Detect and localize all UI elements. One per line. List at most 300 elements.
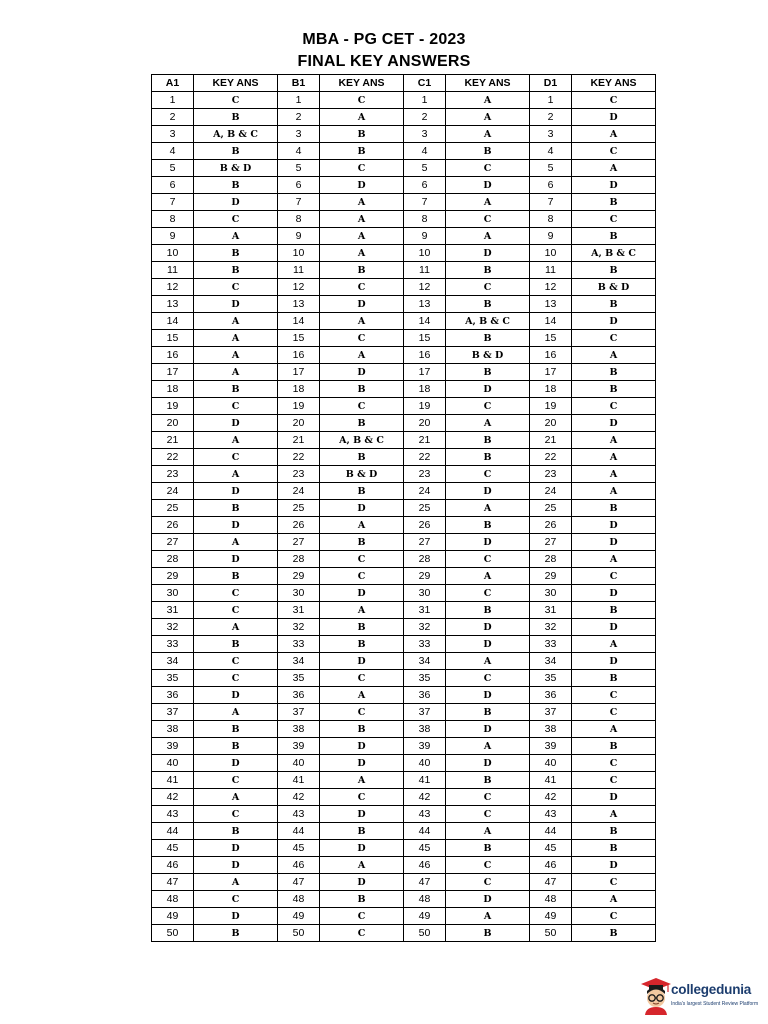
key-answer-c1: D	[446, 483, 530, 500]
key-answer-a1: D	[194, 296, 278, 313]
question-number-c1: 11	[404, 262, 446, 279]
key-answer-c1: B	[446, 517, 530, 534]
key-answer-d1: B	[572, 194, 656, 211]
question-number-c1: 24	[404, 483, 446, 500]
question-number-c1: 9	[404, 228, 446, 245]
question-number-c1: 25	[404, 500, 446, 517]
key-answer-b1: C	[320, 568, 404, 585]
table-row	[152, 449, 656, 466]
question-number-b1: 48	[278, 891, 320, 908]
table-row	[152, 636, 656, 653]
question-number-d1: 9	[530, 228, 572, 245]
question-number-b1: 25	[278, 500, 320, 517]
question-number-c1: 43	[404, 806, 446, 823]
question-number-d1: 3	[530, 126, 572, 143]
question-number-c1: 8	[404, 211, 446, 228]
key-answer-d1: C	[572, 687, 656, 704]
key-answer-d1: A	[572, 347, 656, 364]
key-answer-b1: C	[320, 92, 404, 109]
question-number-a1: 12	[152, 279, 194, 296]
key-answer-a1: B	[194, 262, 278, 279]
key-answer-c1: A, B & C	[446, 313, 530, 330]
key-answer-a1: B	[194, 823, 278, 840]
key-answer-b1: D	[320, 500, 404, 517]
question-number-b1: 23	[278, 466, 320, 483]
key-answer-b1: A	[320, 228, 404, 245]
key-answer-a1: A	[194, 874, 278, 891]
key-answer-a1: B	[194, 925, 278, 942]
question-number-b1: 15	[278, 330, 320, 347]
question-number-d1: 33	[530, 636, 572, 653]
key-answer-c1: D	[446, 177, 530, 194]
question-number-d1: 37	[530, 704, 572, 721]
key-answer-b1: A	[320, 602, 404, 619]
key-answer-b1: C	[320, 704, 404, 721]
key-answer-b1: A	[320, 109, 404, 126]
key-answer-b1: B	[320, 262, 404, 279]
question-number-c1: 38	[404, 721, 446, 738]
key-answer-a1: D	[194, 517, 278, 534]
table-row	[152, 245, 656, 262]
key-answer-d1: A	[572, 636, 656, 653]
question-number-c1: 29	[404, 568, 446, 585]
question-number-a1: 25	[152, 500, 194, 517]
question-number-b1: 27	[278, 534, 320, 551]
key-answer-a1: A	[194, 704, 278, 721]
question-number-d1: 38	[530, 721, 572, 738]
question-number-b1: 18	[278, 381, 320, 398]
table-row	[152, 398, 656, 415]
key-answer-d1: A	[572, 432, 656, 449]
question-number-d1: 31	[530, 602, 572, 619]
table-row	[152, 534, 656, 551]
key-answer-d1: A	[572, 551, 656, 568]
key-answer-b1: B & D	[320, 466, 404, 483]
key-answer-b1: A, B & C	[320, 432, 404, 449]
key-answer-c1: B	[446, 364, 530, 381]
key-answer-b1: B	[320, 891, 404, 908]
question-number-d1: 49	[530, 908, 572, 925]
table-row	[152, 925, 656, 942]
question-number-d1: 5	[530, 160, 572, 177]
question-number-a1: 35	[152, 670, 194, 687]
key-answer-a1: B	[194, 143, 278, 160]
question-number-c1: 12	[404, 279, 446, 296]
column-header-key-ans: KEY ANS	[194, 75, 278, 92]
key-answer-a1: D	[194, 840, 278, 857]
question-number-c1: 20	[404, 415, 446, 432]
question-number-a1: 16	[152, 347, 194, 364]
question-number-d1: 1	[530, 92, 572, 109]
table-row	[152, 211, 656, 228]
key-answer-b1: A	[320, 313, 404, 330]
question-number-c1: 45	[404, 840, 446, 857]
question-number-c1: 22	[404, 449, 446, 466]
question-number-a1: 9	[152, 228, 194, 245]
question-number-b1: 12	[278, 279, 320, 296]
key-answer-d1: B	[572, 381, 656, 398]
question-number-c1: 3	[404, 126, 446, 143]
key-answer-b1: C	[320, 330, 404, 347]
key-answer-c1: D	[446, 636, 530, 653]
table-row	[152, 755, 656, 772]
question-number-d1: 39	[530, 738, 572, 755]
document-subtitle: FINAL KEY ANSWERS	[297, 53, 471, 70]
table-row	[152, 789, 656, 806]
question-number-c1: 21	[404, 432, 446, 449]
table-row	[152, 109, 656, 126]
question-number-a1: 13	[152, 296, 194, 313]
key-answer-a1: A	[194, 228, 278, 245]
key-answer-d1: A	[572, 449, 656, 466]
question-number-d1: 32	[530, 619, 572, 636]
question-number-a1: 18	[152, 381, 194, 398]
question-number-c1: 44	[404, 823, 446, 840]
key-answer-c1: C	[446, 551, 530, 568]
key-answer-d1: B	[572, 840, 656, 857]
question-number-c1: 46	[404, 857, 446, 874]
question-number-a1: 46	[152, 857, 194, 874]
table-row	[152, 891, 656, 908]
key-answer-a1: D	[194, 415, 278, 432]
table-row	[152, 347, 656, 364]
question-number-a1: 49	[152, 908, 194, 925]
question-number-c1: 16	[404, 347, 446, 364]
question-number-b1: 26	[278, 517, 320, 534]
collegedunia-brand	[640, 975, 762, 1019]
question-number-b1: 34	[278, 653, 320, 670]
question-number-a1: 6	[152, 177, 194, 194]
question-number-b1: 10	[278, 245, 320, 262]
question-number-a1: 10	[152, 245, 194, 262]
key-answer-b1: C	[320, 398, 404, 415]
question-number-a1: 34	[152, 653, 194, 670]
key-answer-c1: B	[446, 432, 530, 449]
key-answer-d1: B	[572, 925, 656, 942]
key-answer-b1: B	[320, 534, 404, 551]
question-number-c1: 23	[404, 466, 446, 483]
column-header-d1: D1	[530, 75, 572, 92]
question-number-d1: 4	[530, 143, 572, 160]
key-answer-b1: D	[320, 364, 404, 381]
key-answer-a1: A	[194, 619, 278, 636]
question-number-b1: 20	[278, 415, 320, 432]
table-row	[152, 585, 656, 602]
key-answer-a1: B	[194, 177, 278, 194]
table-row	[152, 92, 656, 109]
key-answer-c1: B	[446, 449, 530, 466]
key-answer-a1: C	[194, 211, 278, 228]
question-number-b1: 4	[278, 143, 320, 160]
key-answer-c1: A	[446, 823, 530, 840]
question-number-b1: 19	[278, 398, 320, 415]
key-answer-b1: C	[320, 925, 404, 942]
key-answer-d1: A	[572, 483, 656, 500]
key-answer-d1: B	[572, 738, 656, 755]
question-number-d1: 8	[530, 211, 572, 228]
answer-key-table	[151, 74, 656, 942]
key-answer-a1: A	[194, 330, 278, 347]
key-answer-d1: A	[572, 126, 656, 143]
table-row	[152, 704, 656, 721]
table-row	[152, 857, 656, 874]
question-number-d1: 13	[530, 296, 572, 313]
question-number-b1: 50	[278, 925, 320, 942]
question-number-a1: 21	[152, 432, 194, 449]
key-answer-c1: C	[446, 398, 530, 415]
question-number-a1: 5	[152, 160, 194, 177]
question-number-c1: 10	[404, 245, 446, 262]
table-row	[152, 908, 656, 925]
column-header-key-ans: KEY ANS	[320, 75, 404, 92]
key-answer-b1: D	[320, 874, 404, 891]
question-number-d1: 6	[530, 177, 572, 194]
key-answer-b1: D	[320, 738, 404, 755]
question-number-c1: 47	[404, 874, 446, 891]
key-answer-d1: D	[572, 585, 656, 602]
key-answer-d1: C	[572, 874, 656, 891]
key-answer-b1: A	[320, 857, 404, 874]
question-number-c1: 18	[404, 381, 446, 398]
question-number-b1: 7	[278, 194, 320, 211]
question-number-a1: 4	[152, 143, 194, 160]
key-answer-b1: D	[320, 585, 404, 602]
question-number-b1: 21	[278, 432, 320, 449]
key-answer-c1: D	[446, 381, 530, 398]
key-answer-d1: D	[572, 415, 656, 432]
table-row	[152, 517, 656, 534]
key-answer-d1: B	[572, 364, 656, 381]
key-answer-a1: A	[194, 347, 278, 364]
key-answer-b1: C	[320, 789, 404, 806]
key-answer-d1: C	[572, 398, 656, 415]
key-answer-d1: D	[572, 534, 656, 551]
question-number-d1: 10	[530, 245, 572, 262]
key-answer-a1: C	[194, 602, 278, 619]
question-number-b1: 41	[278, 772, 320, 789]
question-number-c1: 30	[404, 585, 446, 602]
question-number-d1: 29	[530, 568, 572, 585]
question-number-d1: 47	[530, 874, 572, 891]
key-answer-b1: A	[320, 194, 404, 211]
key-answer-c1: B	[446, 330, 530, 347]
question-number-c1: 31	[404, 602, 446, 619]
key-answer-b1: B	[320, 449, 404, 466]
question-number-a1: 42	[152, 789, 194, 806]
question-number-b1: 49	[278, 908, 320, 925]
table-row	[152, 228, 656, 245]
question-number-b1: 37	[278, 704, 320, 721]
question-number-d1: 41	[530, 772, 572, 789]
key-answer-d1: A	[572, 806, 656, 823]
key-answer-a1: D	[194, 908, 278, 925]
key-answer-a1: C	[194, 398, 278, 415]
key-answer-c1: A	[446, 568, 530, 585]
question-number-b1: 1	[278, 92, 320, 109]
key-answer-a1: C	[194, 806, 278, 823]
question-number-b1: 46	[278, 857, 320, 874]
key-answer-d1: C	[572, 211, 656, 228]
question-number-a1: 19	[152, 398, 194, 415]
key-answer-a1: A	[194, 364, 278, 381]
key-answer-c1: B	[446, 143, 530, 160]
question-number-a1: 44	[152, 823, 194, 840]
question-number-d1: 18	[530, 381, 572, 398]
key-answer-b1: D	[320, 177, 404, 194]
question-number-d1: 7	[530, 194, 572, 211]
question-number-d1: 22	[530, 449, 572, 466]
question-number-b1: 30	[278, 585, 320, 602]
table-row	[152, 653, 656, 670]
question-number-a1: 39	[152, 738, 194, 755]
question-number-b1: 11	[278, 262, 320, 279]
key-answer-d1: D	[572, 313, 656, 330]
question-number-a1: 31	[152, 602, 194, 619]
student-mascot-icon	[640, 977, 672, 1015]
question-number-a1: 17	[152, 364, 194, 381]
question-number-d1: 11	[530, 262, 572, 279]
question-number-c1: 36	[404, 687, 446, 704]
key-answer-c1: B	[446, 262, 530, 279]
question-number-d1: 17	[530, 364, 572, 381]
question-number-a1: 37	[152, 704, 194, 721]
question-number-d1: 44	[530, 823, 572, 840]
question-number-b1: 36	[278, 687, 320, 704]
key-answer-c1: C	[446, 585, 530, 602]
table-row	[152, 143, 656, 160]
question-number-d1: 16	[530, 347, 572, 364]
question-number-a1: 23	[152, 466, 194, 483]
key-answer-c1: C	[446, 789, 530, 806]
table-row	[152, 602, 656, 619]
key-answer-a1: C	[194, 585, 278, 602]
table-row	[152, 381, 656, 398]
question-number-b1: 40	[278, 755, 320, 772]
column-header-a1: A1	[152, 75, 194, 92]
question-number-c1: 2	[404, 109, 446, 126]
key-answer-a1: A	[194, 466, 278, 483]
table-row	[152, 619, 656, 636]
question-number-a1: 2	[152, 109, 194, 126]
question-number-d1: 24	[530, 483, 572, 500]
question-number-d1: 34	[530, 653, 572, 670]
table-row	[152, 466, 656, 483]
question-number-c1: 6	[404, 177, 446, 194]
question-number-c1: 41	[404, 772, 446, 789]
key-answer-d1: D	[572, 517, 656, 534]
key-answer-c1: D	[446, 619, 530, 636]
key-answer-a1: B	[194, 568, 278, 585]
key-answer-c1: A	[446, 92, 530, 109]
key-answer-c1: D	[446, 755, 530, 772]
question-number-c1: 26	[404, 517, 446, 534]
column-header-key-ans: KEY ANS	[446, 75, 530, 92]
question-number-c1: 7	[404, 194, 446, 211]
key-answer-c1: A	[446, 109, 530, 126]
key-answer-d1: D	[572, 109, 656, 126]
question-number-a1: 50	[152, 925, 194, 942]
key-answer-a1: C	[194, 891, 278, 908]
question-number-a1: 27	[152, 534, 194, 551]
key-answer-b1: D	[320, 296, 404, 313]
key-answer-a1: B	[194, 721, 278, 738]
question-number-a1: 8	[152, 211, 194, 228]
key-answer-b1: C	[320, 279, 404, 296]
question-number-a1: 24	[152, 483, 194, 500]
table-row	[152, 279, 656, 296]
table-row	[152, 313, 656, 330]
key-answer-d1: C	[572, 704, 656, 721]
key-answer-c1: A	[446, 738, 530, 755]
key-answer-a1: B	[194, 738, 278, 755]
key-answer-d1: C	[572, 568, 656, 585]
key-answer-a1: D	[194, 483, 278, 500]
question-number-c1: 35	[404, 670, 446, 687]
table-header-row	[152, 75, 656, 92]
question-number-c1: 33	[404, 636, 446, 653]
question-number-b1: 35	[278, 670, 320, 687]
question-number-d1: 42	[530, 789, 572, 806]
key-answer-a1: A	[194, 534, 278, 551]
key-answer-b1: B	[320, 381, 404, 398]
key-answer-b1: B	[320, 143, 404, 160]
table-row	[152, 262, 656, 279]
key-answer-c1: B	[446, 840, 530, 857]
question-number-d1: 14	[530, 313, 572, 330]
question-number-b1: 44	[278, 823, 320, 840]
question-number-d1: 19	[530, 398, 572, 415]
table-row	[152, 670, 656, 687]
key-answer-c1: A	[446, 908, 530, 925]
question-number-a1: 1	[152, 92, 194, 109]
key-answer-b1: B	[320, 126, 404, 143]
key-answer-d1: D	[572, 653, 656, 670]
question-number-d1: 20	[530, 415, 572, 432]
key-answer-c1: C	[446, 279, 530, 296]
key-answer-d1: B	[572, 500, 656, 517]
question-number-a1: 40	[152, 755, 194, 772]
column-header-key-ans: KEY ANS	[572, 75, 656, 92]
table-row	[152, 687, 656, 704]
question-number-d1: 35	[530, 670, 572, 687]
brand-name: collegedunia	[671, 982, 752, 997]
answer-key-body	[152, 92, 656, 942]
key-answer-c1: A	[446, 228, 530, 245]
key-answer-c1: C	[446, 806, 530, 823]
question-number-d1: 25	[530, 500, 572, 517]
key-answer-b1: D	[320, 840, 404, 857]
question-number-b1: 6	[278, 177, 320, 194]
key-answer-d1: C	[572, 772, 656, 789]
question-number-c1: 19	[404, 398, 446, 415]
key-answer-c1: C	[446, 874, 530, 891]
key-answer-d1: D	[572, 789, 656, 806]
table-row	[152, 840, 656, 857]
key-answer-c1: C	[446, 160, 530, 177]
question-number-b1: 29	[278, 568, 320, 585]
key-answer-a1: A	[194, 789, 278, 806]
question-number-a1: 11	[152, 262, 194, 279]
question-number-b1: 32	[278, 619, 320, 636]
key-answer-a1: C	[194, 670, 278, 687]
key-answer-d1: A	[572, 160, 656, 177]
question-number-a1: 43	[152, 806, 194, 823]
key-answer-b1: A	[320, 211, 404, 228]
question-number-b1: 8	[278, 211, 320, 228]
key-answer-d1: D	[572, 619, 656, 636]
question-number-c1: 49	[404, 908, 446, 925]
question-number-c1: 27	[404, 534, 446, 551]
